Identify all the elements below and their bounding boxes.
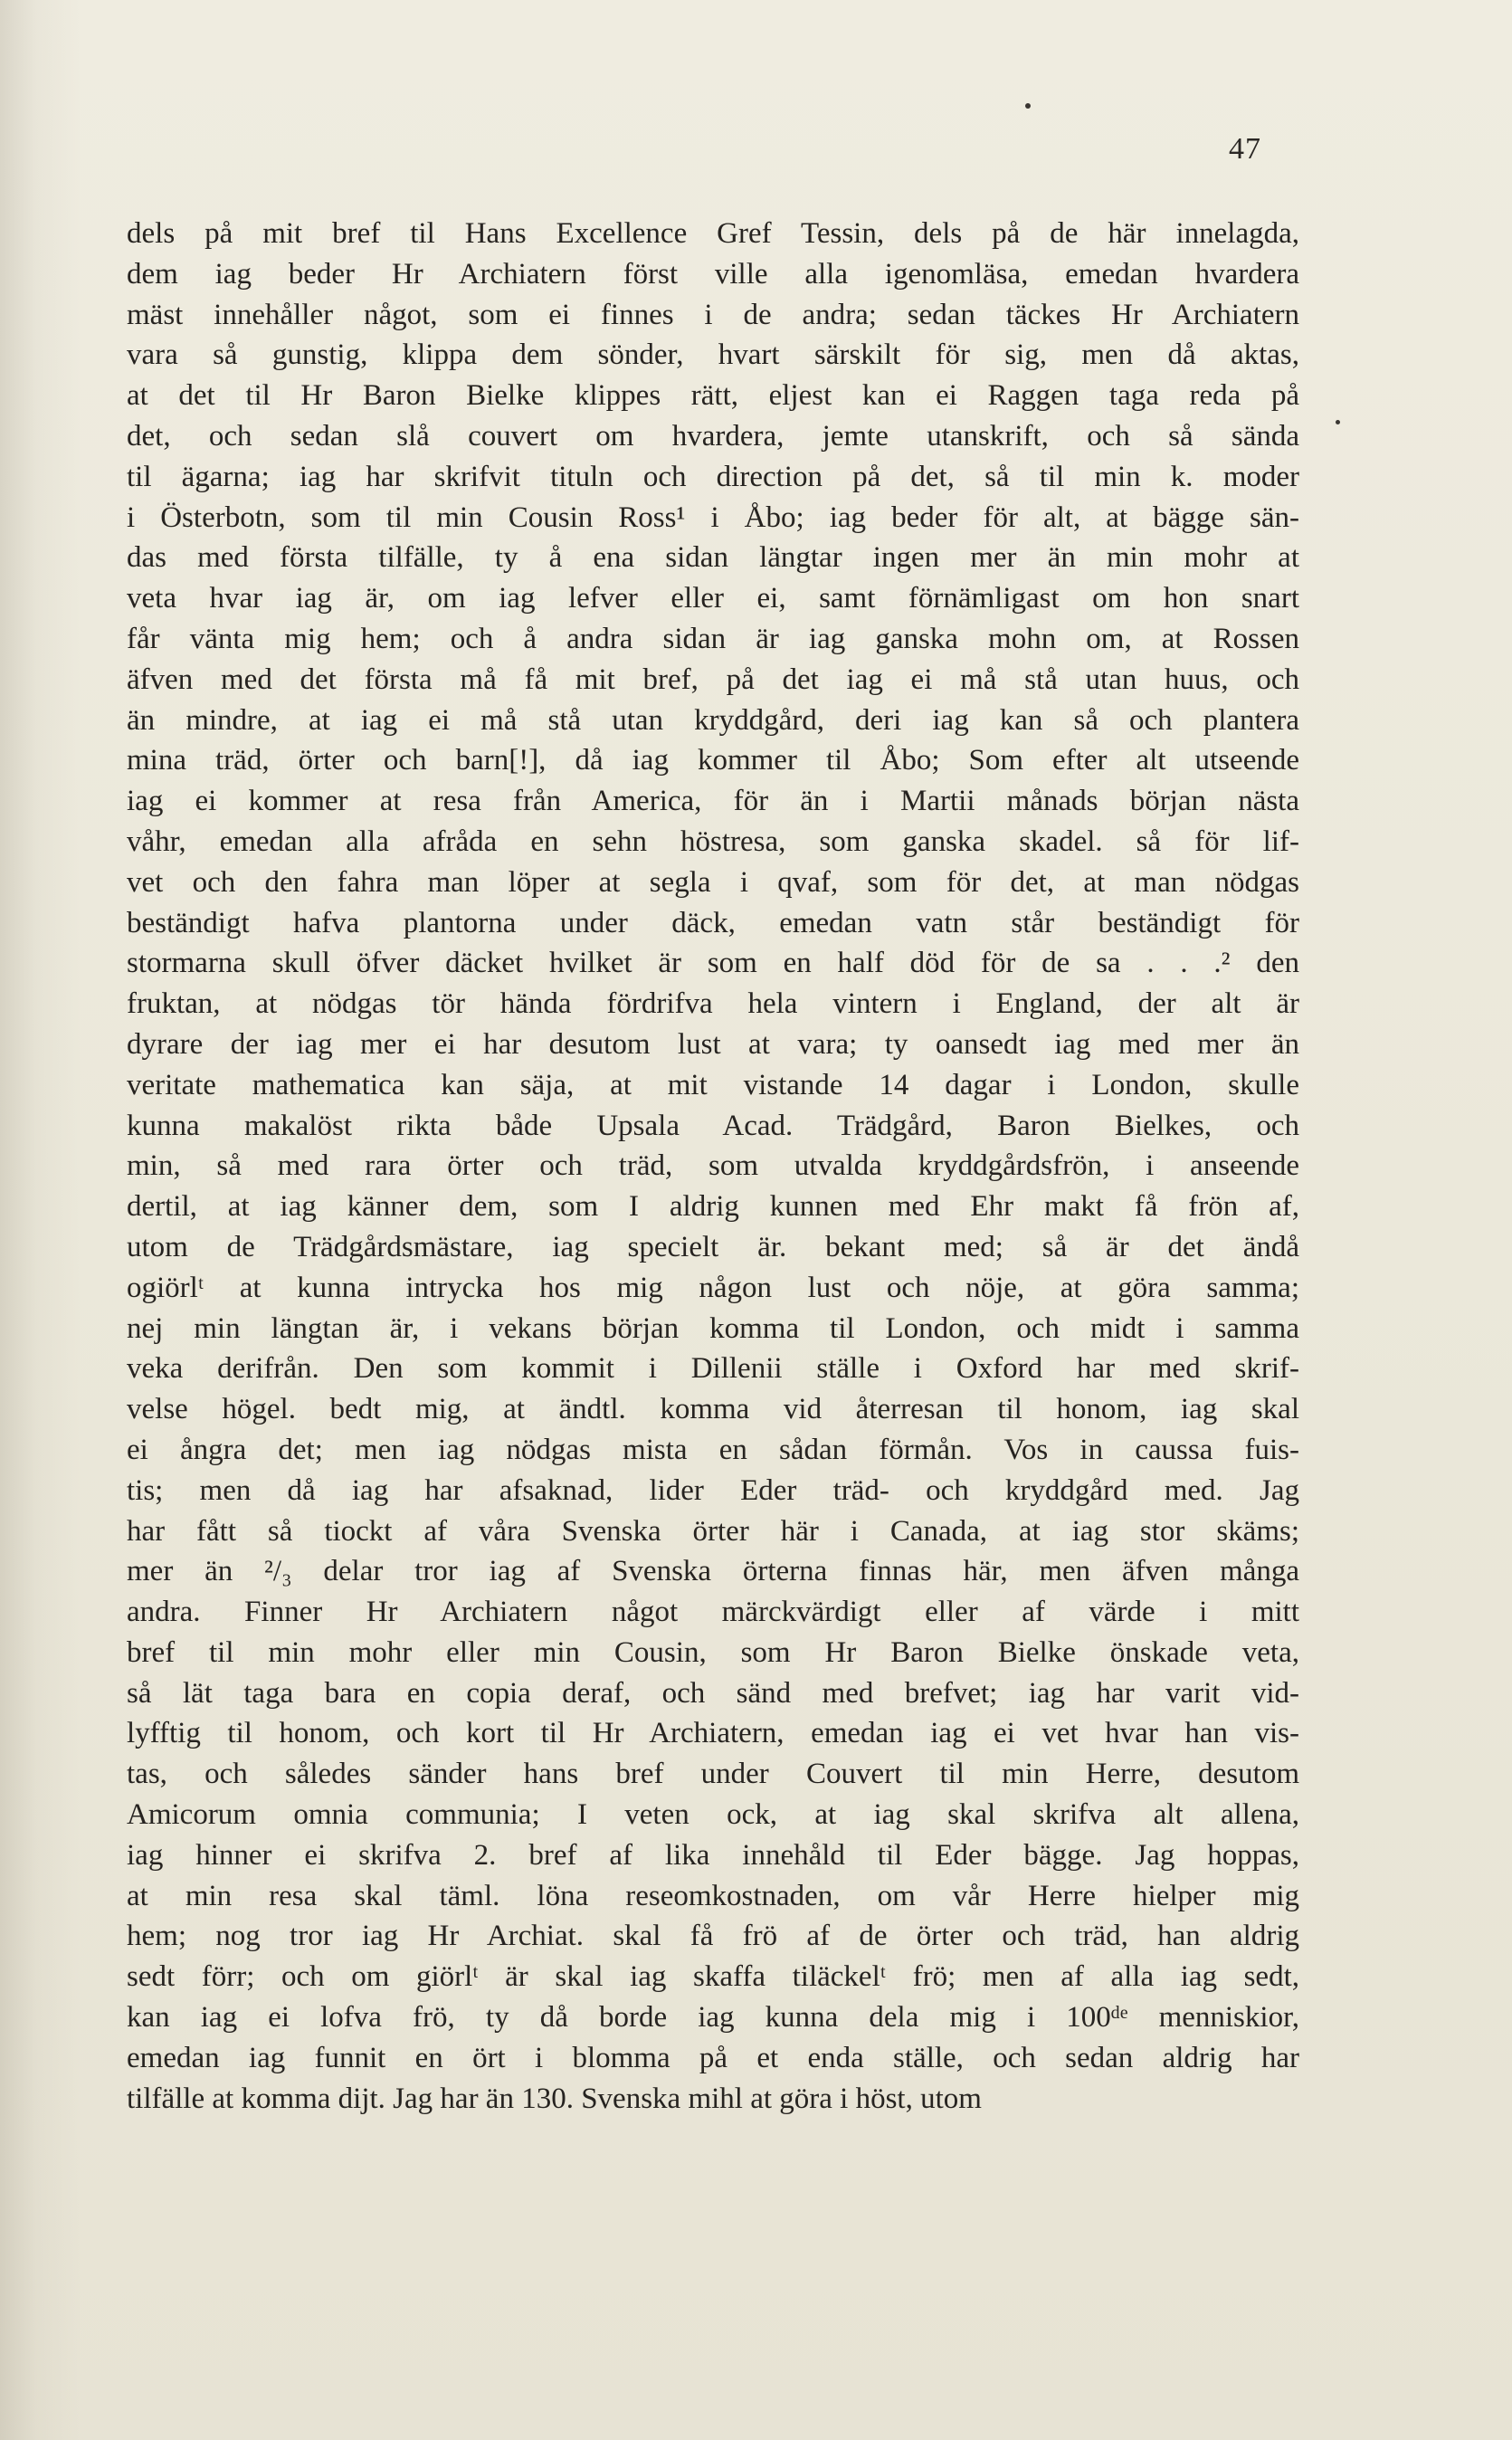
text-line: fruktan, at nödgas tör hända fördrifva hela vintern i England, der alt är: [127, 987, 1299, 1021]
ink-speck: [1025, 103, 1031, 109]
text-line: tilfälle at komma dijt. Jag har än 130. Svenska mihl at göra i höst, utom: [127, 2082, 982, 2115]
text-line: dels på mit bref til Hans Excellence Gref Tessin, dels på de här innelagda,: [127, 217, 1299, 250]
text-line: vara så gunstig, klippa dem sönder, hvart särskilt för sig, men då aktas,: [127, 338, 1299, 372]
text-line: vet och den fahra man löper at segla i qvaf, som för det, at man nödgas: [127, 865, 1299, 899]
text-line: bref til min mohr eller min Cousin, som Hr Baron Bielke önskade veta,: [127, 1635, 1299, 1669]
text-line: stormarna skull öfver däcket hvilket är som en half död för de sa . . .² den: [127, 947, 1299, 980]
text-line: min, så med rara örter och träd, som utvalda kryddgårdsfrön, i anseende: [127, 1149, 1299, 1183]
text-line: at det til Hr Baron Bielke klippes rätt, eljest kan ei Raggen taga reda på: [127, 379, 1299, 413]
text-line: kan iag ei lofva frö, ty då borde iag kunna dela mig i 100ᵈᵉ menniskior,: [127, 2001, 1299, 2035]
text-line: sedt förr; och om giörlᵗ är skal iag skaffa tiläckelᵗ frö; men af alla iag sedt,: [127, 1960, 1299, 1994]
body-text: [127, 214, 1299, 2119]
text-line: tas, och således sänder hans bref under Couvert til min Herre, desutom: [127, 1758, 1299, 1791]
text-line: mer än ²/₃ delar tror iag af Svenska örterna finnas här, men äfven många: [127, 1555, 1299, 1588]
text-line: Amicorum omnia communia; I veten ock, at iag skal skrifva alt allena,: [127, 1798, 1299, 1832]
text-line: det, och sedan slå couvert om hvardera, jemte utanskrift, och så sända: [127, 419, 1299, 453]
text-line: har fått så tiockt af våra Svenska örter här i Canada, at iag stor skäms;: [127, 1514, 1299, 1548]
text-line: veritate mathematica kan säja, at mit vistande 14 dagar i London, skulle: [127, 1068, 1299, 1101]
text-line: tis; men då iag har afsaknad, lider Eder träd- och kryddgård med. Jag: [127, 1473, 1299, 1507]
text-line: beständigt hafva plantorna under däck, emedan vatn står beständigt för: [127, 906, 1299, 939]
text-line: hem; nog tror iag Hr Archiat. skal få frö af de örter och träd, han aldrig: [127, 1920, 1299, 1953]
text-line: får vänta mig hem; och å andra sidan är iag ganska mohn om, at Rossen: [127, 622, 1299, 655]
page-number: 47: [1229, 132, 1261, 166]
text-line: än mindre, at iag ei må stå utan kryddgård, deri iag kan så och plantera: [127, 703, 1299, 737]
text-line: velse högel. bedt mig, at ändtl. komma vid återresan til honom, iag skal: [127, 1393, 1299, 1426]
text-line: så lät taga bara en copia deraf, och sänd med brefvet; iag har varit vid-: [127, 1676, 1299, 1710]
text-line: emedan iag funnit en ört i blomma på et enda ställe, och sedan aldrig har: [127, 2041, 1299, 2074]
text-line: dem iag beder Hr Archiatern först ville alla igenomläsa, emedan hvardera: [127, 257, 1299, 291]
text-line: lyfftig til honom, och kort til Hr Archiatern, emedan iag ei vet hvar han vis-: [127, 1717, 1299, 1750]
text-line: das med första tilfälle, ty å ena sidan längtar ingen mer än min mohr at: [127, 541, 1299, 575]
text-line: iag ei kommer at resa från America, för än i Martii månads början nästa: [127, 785, 1299, 818]
text-line: kunna makalöst rikta både Upsala Acad. Trädgård, Baron Bielkes, och: [127, 1109, 1299, 1142]
text-line: i Österbotn, som til min Cousin Ross¹ i Åbo; iag beder för alt, at bägge sän-: [127, 500, 1299, 534]
text-line: til ägarna; iag har skrifvit tituln och direction på det, så til min k. moder: [127, 460, 1299, 493]
text-line: dyrare der iag mer ei har desutom lust at vara; ty oansedt iag med mer än: [127, 1027, 1299, 1061]
text-line: iag hinner ei skrifva 2. bref af lika innehåld til Eder bägge. Jag hoppas,: [127, 1838, 1299, 1872]
text-line: utom de Trädgårdsmästare, iag specielt är. bekant med; så är det ändå: [127, 1230, 1299, 1263]
ink-speck: [1336, 420, 1340, 424]
text-line: ei ångra det; men iag nödgas mista en sådan förmån. Vos in caussa fuis-: [127, 1433, 1299, 1466]
text-line: äfven med det första må få mit bref, på det iag ei må stå utan huus, och: [127, 662, 1299, 696]
text-line: at min resa skal täml. löna reseomkostnaden, om vår Herre hielper mig: [127, 1879, 1299, 1912]
text-line: veka derifrån. Den som kommit i Dillenii ställe i Oxford har med skrif-: [127, 1352, 1299, 1386]
text-line: våhr, emedan alla afråda en sehn höstresa, som ganska skadel. så för lif-: [127, 824, 1299, 858]
text-line: mäst innehåller något, som ei finnes i de andra; sedan täckes Hr Archiatern: [127, 298, 1299, 331]
text-line: andra. Finner Hr Archiatern något märckvärdigt eller af värde i mitt: [127, 1596, 1299, 1629]
text-line: ogiörlᵗ at kunna intrycka hos mig någon lust och nöje, at göra samma;: [127, 1271, 1299, 1304]
text-line: dertil, at iag känner dem, som I aldrig kunnen med Ehr makt få frön af,: [127, 1190, 1299, 1224]
text-line: veta hvar iag är, om iag lefver eller ei, samt förnämligast om hon snart: [127, 582, 1299, 615]
text-line: nej min längtan är, i vekans början komma til London, och midt i samma: [127, 1311, 1299, 1345]
text-line: mina träd, örter och barn[!], då iag kommer til Åbo; Som efter alt utseende: [127, 744, 1299, 777]
